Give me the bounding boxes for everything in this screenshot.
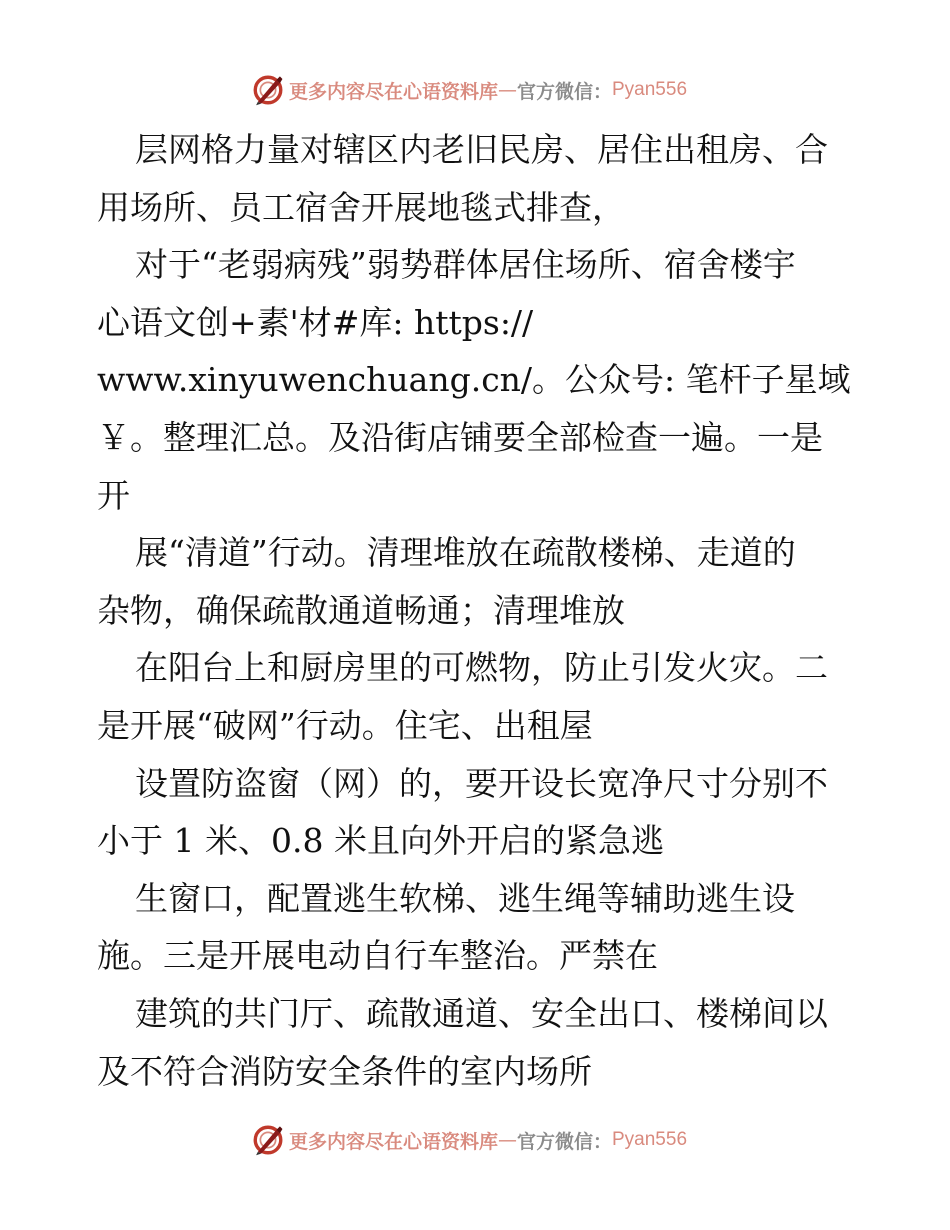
banner-title: 更多内容尽在心语资料库 (288, 1130, 498, 1153)
text-line: 心语文创+素'材#库: https:// (97, 302, 534, 342)
text-line: 设置防盗窗（网）的，要开设长宽净尺寸分别不 (135, 763, 828, 803)
text-line: 建筑的共门厅、疏散通道、安全出口、楼梯间以 (135, 993, 828, 1033)
pen-circle-logo-icon (251, 1123, 285, 1157)
text-line-url: www.xinyuwenchuang.cn/。公众号: 笔杆子星域 (97, 360, 851, 400)
text-line: 在阳台上和厨房里的可燃物，防止引发火灾。二 (135, 648, 828, 688)
text-line: 杂物，确保疏散通道畅通；清理堆放 (97, 590, 625, 630)
banner-wechat-id: Pyan556 (612, 79, 688, 100)
text-line: 施。三是开展电动自行车整治。严禁在 (97, 936, 658, 976)
text-line: 用场所、员工宿舍开展地毯式排查， (97, 187, 625, 227)
footer-banner (0, 1120, 950, 1160)
banner-dash: — (497, 1129, 517, 1151)
text-line: 开 (97, 475, 130, 515)
text-line: 生窗口，配置逃生软梯、逃生绳等辅助逃生设 (135, 878, 795, 918)
text-line: 展“清道”行动。清理堆放在疏散楼梯、走道的 (135, 533, 796, 573)
pen-circle-logo-icon (251, 73, 285, 107)
text-line: 是开展“破网”行动。住宅、出租屋 (97, 705, 593, 745)
text-line: 对于“老弱病残”弱势群体居住场所、宿舍楼宇 (135, 245, 796, 285)
text-line: ￥。整理汇总。及沿街店铺要全部检查一遍。一是 (97, 417, 823, 457)
banner-official-label: 官方微信： (516, 1130, 612, 1153)
banner-dash: — (497, 79, 517, 101)
banner-wechat-id: Pyan556 (612, 1129, 688, 1150)
banner-official-label: 官方微信： (516, 80, 612, 103)
header-banner (0, 70, 950, 110)
text-line: 小于 1 米、0.8 米且向外开启的紧急逃 (97, 821, 664, 861)
text-line: 及不符合消防安全条件的室内场所 (97, 1051, 592, 1091)
text-line: 层网格力量对辖区内老旧民房、居住出租房、合 (135, 130, 828, 169)
document-body (97, 121, 857, 1100)
banner-title: 更多内容尽在心语资料库 (288, 80, 498, 103)
